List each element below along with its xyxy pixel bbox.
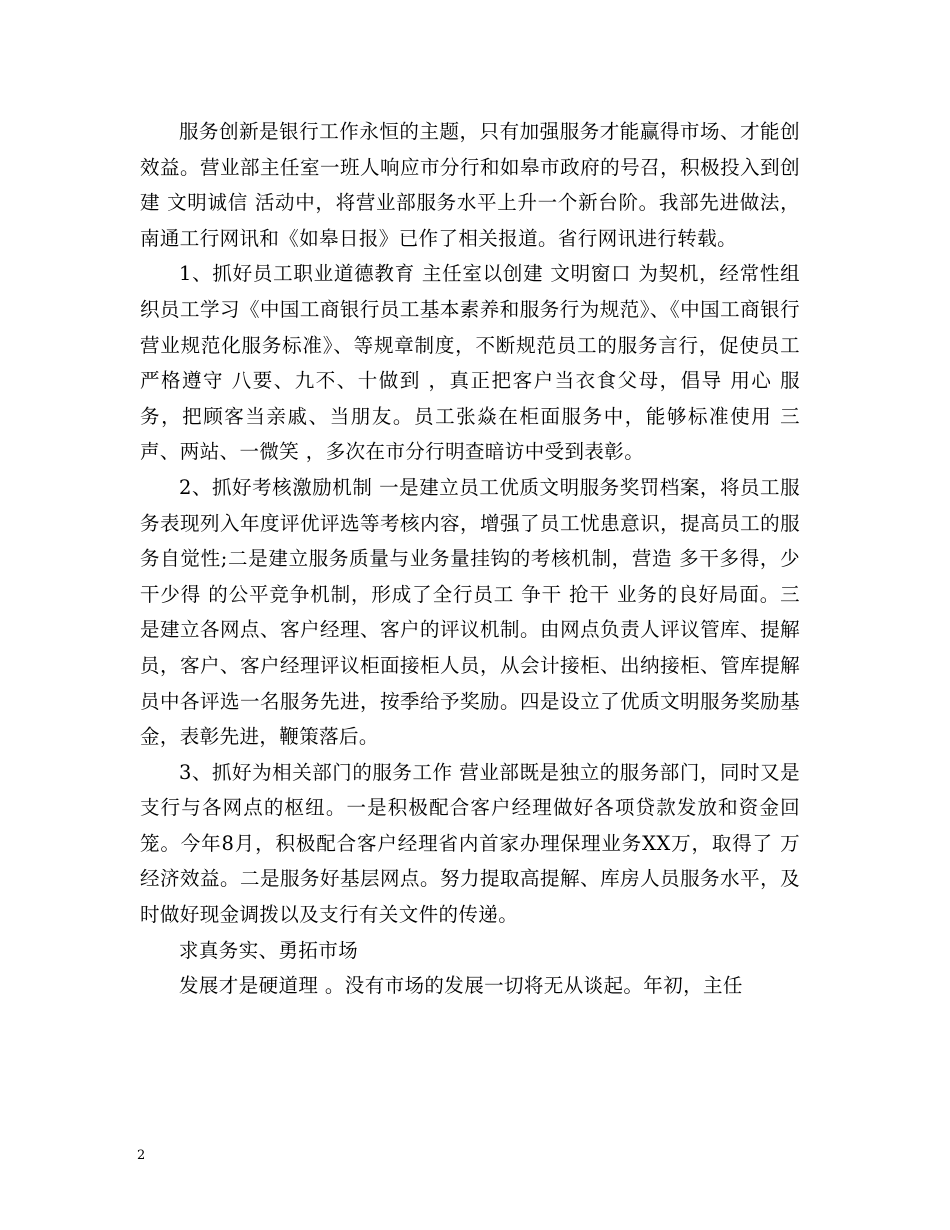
- paragraph-incentive-mechanism: 2、抓好考核激励机制 一是建立员工优质文明服务奖罚档案，将员工服务表现列入年度评优评选等考核内容，增强了员工忧患意识，提高员工的服务自觉性;二是建立服务质量与业务量挂钩的考核机制，营造 多干多得，少干少得 的公平竞争机制，形成了全行员工 争干 抢干 业务的良好局面。三是建立各网点、客户经理、客户的评议机制。由网点负责人评议管库、提解员，客户、客户经理评议柜面接柜人员，从会计接柜、出纳接柜、管库提解员中各评选一名服务先进，按季给予奖励。四是设立了优质文明服务奖励基金，表彰先进，鞭策落后。: [140, 475, 800, 749]
- paragraph-ethics-education: 1、抓好员工职业道德教育 主任室以创建 文明窗口 为契机，经常性组织员工学习《中国工商银行员工基本素养和服务行为规范》、《中国工商银行营业规范化服务标准》、等规章制度，不断规范员工的服务言行，促使员工严格遵守 八要、九不、十做到 ，真正把客户当衣食父母，倡导 用心 服务，把顾客当亲戚、当朋友。员工张焱在柜面服务中，能够标准使用 三声、两站、一微笑 ，多次在市分行明查暗访中受到表彰。: [140, 262, 800, 464]
- document-body: [140, 114, 800, 1004]
- paragraph-service-innovation: 服务创新是银行工作永恒的主题，只有加强服务才能赢得市场、才能创效益。营业部主任室一班人响应市分行和如皋市政府的号召，积极投入到创建 文明诚信 活动中，将营业部服务水平上升一个新台阶。我部先进做法，南通工行网讯和《如皋日报》已作了相关报道。省行网讯进行转载。: [140, 120, 800, 250]
- paragraph-development: 发展才是硬道理 。没有市场的发展一切将无从谈起。年初，主任: [179, 974, 743, 998]
- paragraph-department-service: 3、抓好为相关部门的服务工作 营业部既是独立的服务部门，同时又是支行与各网点的枢纽。一是积极配合客户经理做好各项贷款发放和资金回笼。今年8月，积极配合客户经理省内首家办理保理业务XX万，取得了 万经济效益。二是服务好基层网点。努力提取高提解、库房人员服务水平，及时做好现金调拨以及支行有关文件的传递。: [140, 760, 800, 927]
- page-number: 2: [137, 1148, 146, 1163]
- section-heading: 求真务实、勇拓市场: [179, 938, 359, 962]
